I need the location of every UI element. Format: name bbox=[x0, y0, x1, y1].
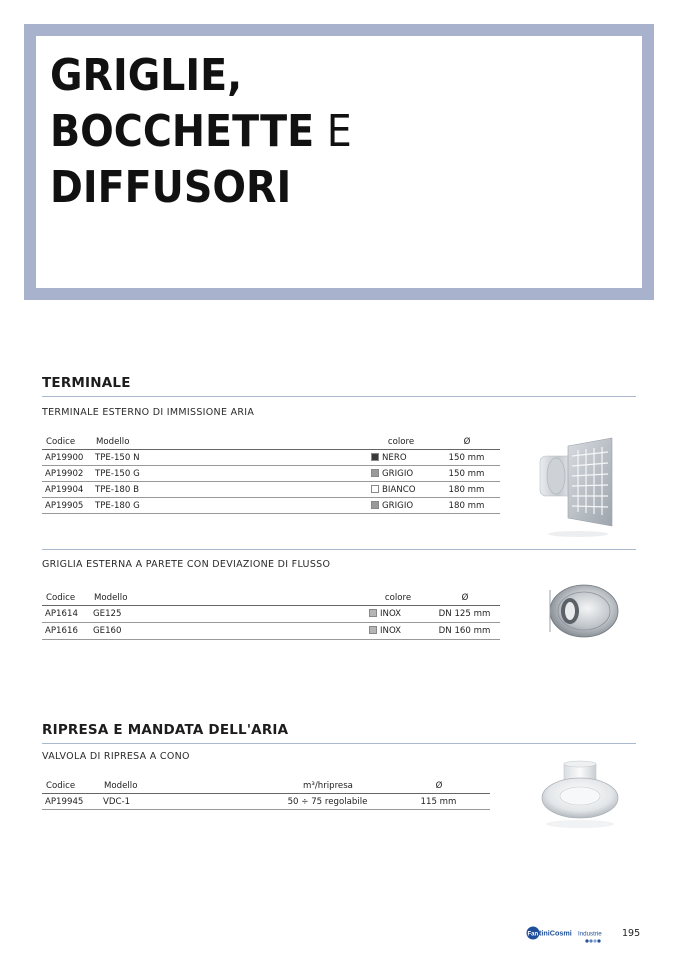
logo-text-main: tiniCosmi bbox=[539, 928, 572, 938]
product-table-valvola bbox=[42, 777, 490, 810]
table-row bbox=[42, 466, 500, 482]
group-subtitle: GRIGLIA ESTERNA A PARETE CON DEVIAZIONE DI FLUSSO bbox=[42, 559, 331, 570]
table-header-row bbox=[42, 589, 500, 606]
table-row bbox=[42, 498, 500, 514]
cell-diametro: DN 160 mm bbox=[426, 623, 500, 640]
colore-label: NERO bbox=[382, 452, 407, 463]
section-heading-ripresa: RIPRESA E MANDATA DELL'ARIA bbox=[42, 722, 289, 738]
colore-label: GRIGIO bbox=[382, 500, 414, 511]
cell-modello: GE125 bbox=[90, 606, 366, 623]
table-row bbox=[42, 623, 500, 640]
color-swatch bbox=[371, 469, 379, 477]
title-line-1: GRIGLIE, bbox=[50, 50, 243, 101]
cell-diametro: 150 mm bbox=[430, 466, 500, 482]
cell-codice: AP19902 bbox=[42, 466, 92, 482]
colore-label: INOX bbox=[380, 626, 402, 636]
title-frame bbox=[24, 24, 654, 300]
table-header-row bbox=[42, 777, 490, 794]
col-header-portata: m³/hripresa bbox=[268, 777, 384, 794]
color-swatch bbox=[371, 485, 379, 493]
col-header-codice: Codice bbox=[42, 433, 92, 450]
valvola-product-image bbox=[534, 758, 626, 836]
cell-modello: VDC-1 bbox=[100, 794, 268, 810]
colore-label: GRIGIO bbox=[382, 468, 414, 479]
cell-colore bbox=[368, 466, 430, 482]
cell-diametro: 115 mm bbox=[384, 794, 490, 810]
cell-codice: AP19905 bbox=[42, 498, 92, 514]
col-header-diametro: Ø bbox=[384, 777, 490, 794]
col-header-colore: colore bbox=[366, 589, 426, 606]
colore-label: INOX bbox=[380, 609, 402, 619]
section-heading-terminale: TERMINALE bbox=[42, 375, 131, 391]
color-swatch bbox=[371, 453, 379, 461]
cell-diametro: 180 mm bbox=[430, 498, 500, 514]
cell-colore bbox=[368, 482, 430, 498]
page-number: 195 bbox=[622, 928, 641, 939]
colore-label: BIANCO bbox=[382, 484, 416, 495]
title-line-2 bbox=[50, 104, 352, 160]
page-title bbox=[50, 48, 352, 216]
col-header-colore: colore bbox=[368, 433, 430, 450]
cell-modello: TPE-180 G bbox=[92, 498, 368, 514]
griglia-product-image bbox=[546, 582, 622, 640]
group-subtitle: TERMINALE ESTERNO DI IMMISSIONE ARIA bbox=[42, 407, 255, 418]
section-divider bbox=[42, 743, 636, 744]
cell-colore bbox=[366, 623, 426, 640]
col-header-modello: Modello bbox=[100, 777, 268, 794]
product-table-griglia bbox=[42, 589, 500, 640]
table-row bbox=[42, 794, 490, 810]
logo-text-industrie: Industrie bbox=[578, 930, 602, 938]
color-swatch bbox=[369, 609, 377, 617]
table-row bbox=[42, 482, 500, 498]
title-line-2-light: E bbox=[314, 106, 352, 157]
cell-codice: AP19900 bbox=[42, 450, 92, 466]
cell-modello: TPE-150 G bbox=[92, 466, 368, 482]
cell-codice: AP1614 bbox=[42, 606, 90, 623]
cell-modello: GE160 bbox=[90, 623, 366, 640]
col-header-diametro: Ø bbox=[426, 589, 500, 606]
cell-diametro: 150 mm bbox=[430, 450, 500, 466]
title-line-3: DIFFUSORI bbox=[50, 162, 292, 213]
section-divider bbox=[42, 396, 636, 397]
cell-portata: 50 ÷ 75 regolabile bbox=[268, 794, 384, 810]
logo-text-fan: Fan bbox=[527, 931, 539, 938]
table-row bbox=[42, 450, 500, 466]
cell-colore bbox=[366, 606, 426, 623]
cell-codice: AP19945 bbox=[42, 794, 100, 810]
group-divider bbox=[42, 549, 636, 550]
col-header-modello: Modello bbox=[92, 433, 368, 450]
cell-codice: AP1616 bbox=[42, 623, 90, 640]
col-header-codice: Codice bbox=[42, 589, 90, 606]
cell-diametro: 180 mm bbox=[430, 482, 500, 498]
product-table-terminale bbox=[42, 433, 500, 514]
title-line-2-bold: BOCCHETTE bbox=[50, 106, 315, 157]
table-header-row bbox=[42, 433, 500, 450]
table-row bbox=[42, 606, 500, 623]
col-header-codice: Codice bbox=[42, 777, 100, 794]
cell-modello: TPE-180 B bbox=[92, 482, 368, 498]
cell-colore bbox=[368, 498, 430, 514]
title-panel bbox=[36, 36, 642, 288]
color-swatch bbox=[371, 501, 379, 509]
cell-diametro: DN 125 mm bbox=[426, 606, 500, 623]
col-header-diametro: Ø bbox=[430, 433, 500, 450]
cell-colore bbox=[368, 450, 430, 466]
cell-modello: TPE-150 N bbox=[92, 450, 368, 466]
color-swatch bbox=[369, 626, 377, 634]
terminal-product-image bbox=[538, 434, 618, 538]
col-header-modello: Modello bbox=[90, 589, 366, 606]
group-subtitle: VALVOLA DI RIPRESA A CONO bbox=[42, 751, 190, 762]
fantini-cosmi-logo bbox=[526, 926, 606, 944]
cell-codice: AP19904 bbox=[42, 482, 92, 498]
